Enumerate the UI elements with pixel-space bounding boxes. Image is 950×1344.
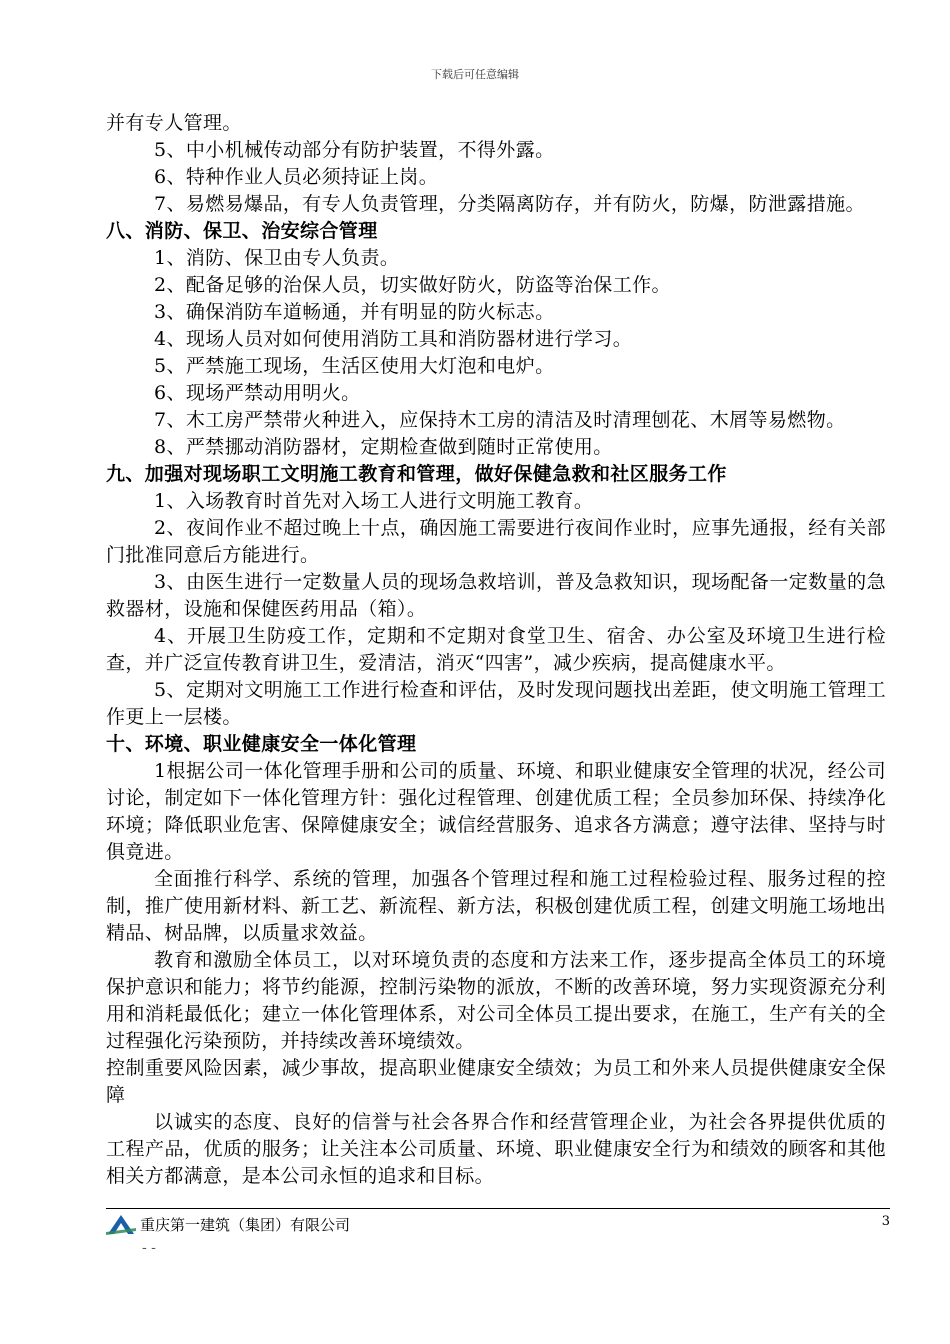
header-note: 下载后可任意编辑 [431, 68, 519, 81]
paragraph: 全面推行科学、系统的管理，加强各个管理过程和施工过程检验过程、服务过程的控制，推广使用新材料、新工艺、新流程、新方法，积极创建优质工程，创建文明施工场地出精品、树品牌，以质量求效益。 [106, 868, 886, 944]
paragraph: 8、严禁挪动消防器材，定期检查做到随时正常使用。 [154, 436, 613, 458]
page-number: 3 [881, 1214, 890, 1229]
paragraph: 7、木工房严禁带火种进入，应保持木工房的清洁及时清理刨花、木屑等易燃物。 [154, 409, 846, 431]
section-heading: 十、环境、职业健康安全一体化管理 [106, 733, 417, 755]
bottom-mark: - - [142, 1240, 156, 1256]
section-heading: 八、消防、保卫、治安综合管理 [106, 220, 378, 242]
footer-divider [106, 1208, 890, 1209]
paragraph: 7、易燃易爆品，有专人负责管理，分类隔离防存，并有防火，防爆，防泄露措施。 [154, 193, 865, 215]
page-footer [106, 1212, 890, 1238]
paragraph: 1、入场教育时首先对入场工人进行文明施工教育。 [154, 490, 594, 512]
company-name: 重庆第一建筑（集团）有限公司 [140, 1216, 351, 1234]
paragraph: 教育和激励全体员工，以对环境负责的态度和方法来工作，逐步提高全体员工的环境保护意识和能力；将节约能源，控制污染物的派放，不断的改善环境，努力实现资源充分利用和消耗最低化；建立一体化管理体系，对公司全体员工提出要求，在施工，生产有关的全过程强化污染预防，并持续改善环境绩效。 [106, 949, 886, 1052]
paragraph: 4、现场人员对如何使用消防工具和消防器材进行学习。 [154, 328, 633, 350]
paragraph: 6、现场严禁动用明火。 [154, 382, 361, 404]
paragraph: 2、配备足够的治保人员，切实做好防火，防盗等治保工作。 [154, 274, 671, 296]
section-heading: 九、加强对现场职工文明施工教育和管理，做好保健急救和社区服务工作 [106, 463, 727, 485]
paragraph: 6、特种作业人员必须持证上岗。 [154, 166, 439, 188]
paragraph: 2、夜间作业不超过晚上十点，确因施工需要进行夜间作业时，应事先通报，经有关部门批准同意后方能进行。 [106, 517, 886, 566]
document-body [106, 110, 886, 1190]
paragraph: 5、定期对文明施工工作进行检查和评估，及时发现问题找出差距，使文明施工管理工作更上一层楼。 [106, 679, 886, 728]
paragraph: 1根据公司一体化管理手册和公司的质量、环境、和职业健康安全管理的状况，经公司讨论，制定如下一体化管理方针：强化过程管理、创建优质工程；全员参加环保、持续净化环境；降低职业危害、保障健康安全；诚信经营服务、追求各方满意；遵守法律、坚持与时俱竟进。 [106, 760, 886, 863]
paragraph: 3、由医生进行一定数量人员的现场急救培训，普及急救知识，现场配备一定数量的急救器材，设施和保健医药用品（箱）。 [106, 571, 886, 620]
paragraph: 以诚实的态度、良好的信誉与社会各界合作和经营管理企业，为社会各界提供优质的工程产品，优质的服务；让关注本公司质量、环境、职业健康安全行为和绩效的顾客和其他相关方都满意，是本公司永恒的追求和目标。 [106, 1111, 886, 1187]
paragraph: 5、严禁施工现场，生活区使用大灯泡和电炉。 [154, 355, 555, 377]
paragraph: 并有专人管理。 [106, 112, 242, 134]
paragraph: 1、消防、保卫由专人负责。 [154, 247, 400, 269]
company-logo-icon [106, 1212, 136, 1236]
paragraph: 5、中小机械传动部分有防护装置，不得外露。 [154, 139, 555, 161]
paragraph: 4、开展卫生防疫工作，定期和不定期对食堂卫生、宿舍、办公室及环境卫生进行检查，并广泛宣传教育讲卫生，爱清洁，消灭“四害”，减少疾病，提高健康水平。 [106, 625, 886, 674]
paragraph: 控制重要风险因素，减少事故，提高职业健康安全绩效；为员工和外来人员提供健康安全保障 [106, 1057, 886, 1106]
paragraph: 3、确保消防车道畅通，并有明显的防火标志。 [154, 301, 555, 323]
